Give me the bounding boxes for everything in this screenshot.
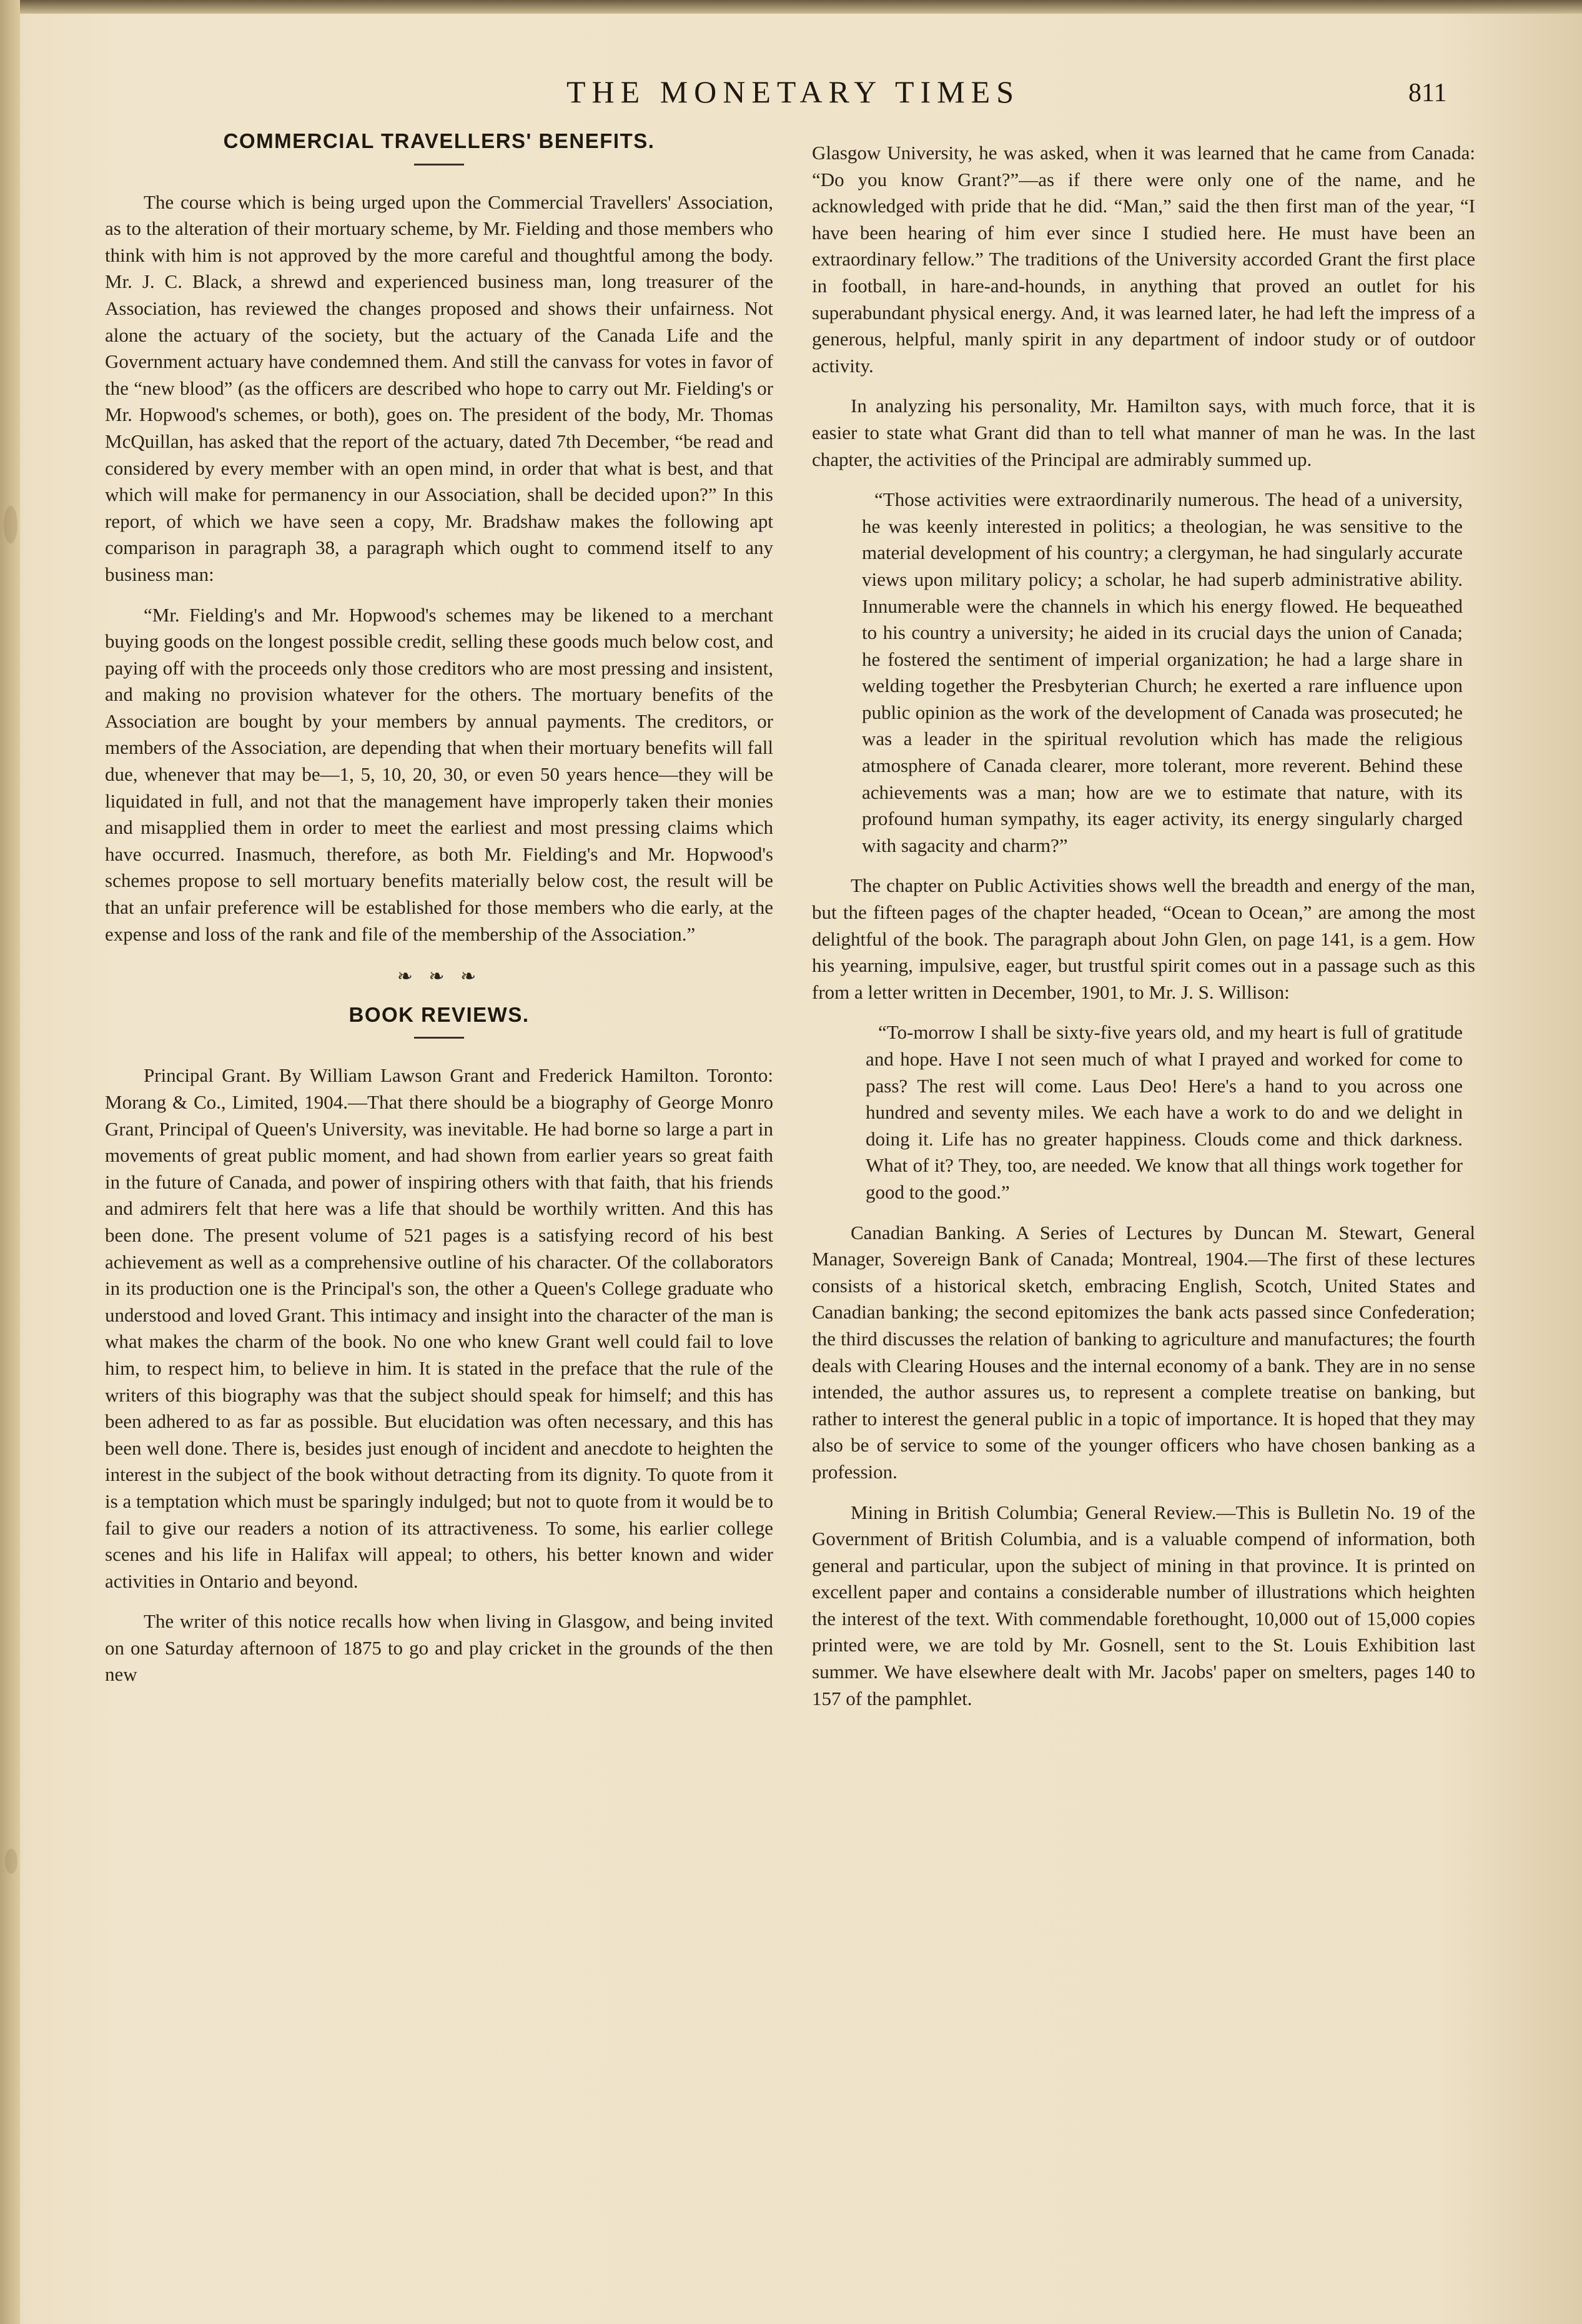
review-paragraph: The chapter on Public Activities shows well the breadth and energy of the man, but the fifteen pages of the chapter headed, “Ocean to Ocean,” are among the most delightful of the book. The paragraph about John Glen, on page 141, is a gem. How his yearning, impulsive, eager, but trustful spirit comes out in a passage such as this from a letter written in December, 1901, to Mr. J. S. Willison: [812,874,1475,1003]
page-top-edge [0,0,1582,14]
review-paragraph: Canadian Banking. A Series of Lectures by Duncan M. Stewart, General Manager, Sovereign Bank of Canada; Montreal, 1904.—The first of these lectures consists of a historical sketch, embracing English, Scotch, United States and Canadian banking; the second epitomizes the bank acts passed since Confederation; the third discusses the relation of banking to agriculture and manufactures; the fourth deals with Clearing Houses and the internal economy of a bank. They are in no sense intended, the author assures us, to represent a complete treatise on banking, but rather to interest the general public in a topic of importance. It is hoped that they may also be of service to some of the younger officers who have chosen banking as a profession. [812,1221,1475,1483]
left-column [105,128,773,1702]
section-ornament: ❧ ❧ ❧ [397,966,482,988]
section-heading-commercial-travellers: COMMERCIAL TRAVELLERS' BENEFITS. [223,129,655,152]
right-column [812,140,1475,1726]
running-title: THE MONETARY TIMES [566,74,1020,109]
page-number: 811 [1408,79,1447,107]
heading-rule [414,164,464,166]
paper-stain [5,1849,17,1874]
paper-stain [4,506,17,543]
review-paragraph-continued: Glasgow University, he was asked, when it was learned that he came from Canada: “Do you know Grant?”—as if there were only one of the name, and he acknowledged with pride that he did. “Man,” said the then first man of the year, “I have been hearing of him ever since I studied here. He must have been an extraordinary fellow.” The traditions of the University accorded Grant the first place in football, in hare-and-hounds, in anything that proved an outlet for his superabundant physical energy. And, it was learned later, he had left the impress of a generous, helpful, manly spirit in any department of indoor study or of outdoor activity. [812,142,1475,377]
block-quote: “To-morrow I shall be sixty-five years old, and my heart is full of gratitude and hope. Have I not seen much of what I prayed and worked for come to pass? The rest will come. Laus Deo! Here's a hand to you across one hundred and seventy miles. We each have a work to do and we delight in doing it. Life has no greater happiness. Clouds come and thick darkness. What of it? They, too, are needed. We know that all things work together for good to the good.” [866,1021,1463,1203]
section-heading-book-reviews: BOOK REVIEWS. [349,1002,530,1026]
block-quote: “Those activities were extraordinarily numerous. The head of a university, he was keenly interested in politics; a theologian, he was sensitive to the material development of his country; a clergyman, he had singularly accurate views upon military policy; a scholar, he had superb administrative ability. Innumerable were the channels in which his energy flowed. He bequeathed to his country a university; he aided in its crucial days the union of Canada; he fostered the sentiment of imperial organization; he had a large share in welding together the Presbyterian Church; he exerted a rare influence upon public opinion as the work of the development of Canada was prosecuted; he was a leader in the spiritual revolution which has made the religious atmosphere of Canada clearer, more tolerant, more reverent. Behind these achievements was a man; how are we to estimate that nature, with its profound human sympathy, its eager activity, its energy singularly charged with sagacity and charm?” [862,488,1463,856]
page-binding-edge [0,0,20,2324]
heading-rule [414,1037,464,1039]
review-paragraph: In analyzing his personality, Mr. Hamilton says, with much force, that it is easier to state what Grant did than to tell what manner of man he was. In the last chapter, the activities of the Principal are admirably summed up. [812,395,1475,470]
article-quote-paragraph: “Mr. Fielding's and Mr. Hopwood's schemes may be likened to a merchant buying goods on the longest possible credit, selling these goods much below cost, and paying off with the proceeds only those creditors who are most pressing and insistent, and making no provision whatever for the others. The mortuary benefits of the Association are bought by your members by annual payments. The creditors, or members of the Association, are depending that when their mortuary benefits will fall due, whenever that may be—1, 5, 10, 20, 30, or even 50 years hence—they will be liquidated in full, and not that the management have improperly taken their monies and misapplied them in order to meet the earliest and most pressing claims which have occurred. Inasmuch, therefore, as both Mr. Fielding's and Mr. Hopwood's schemes propose to sell mortuary benefits materially below cost, the result will be that an unfair preference will be established for those members who die early, at the expense and loss of the rank and file of the membership of the Association.” [105,603,773,945]
review-paragraph: The writer of this notice recalls how when living in Glasgow, and being invited on one Saturday afternoon of 1875 to go and play cricket in the grounds of the then new [105,1610,773,1686]
review-paragraph: Principal Grant. By William Lawson Grant and Frederick Hamilton. Toronto: Morang & Co., Limited, 1904.—That there should be a biography of George Monro Grant, Principal of Queen's University, was inevitable. He had borne so large a part in movements of great public moment, and had shown from earlier years so great faith in the future of Canada, and power of inspiring others with that faith, that his friends and admirers felt that here was a life that should be worthily written. And this has been done. The present volume of 521 pages is a satisfying record of his best achievement as well as a comprehensive outline of his character. Of the collaborators in its production one is the Principal's son, the other a Queen's College graduate who understood and loved Grant. This intimacy and insight into the character of the man is what makes the charm of the book. No one who knew Grant well could fail to love him, to respect him, to believe in him. It is stated in the preface that the rule of the writers of this biography was that the subject should speak for himself; and this has been adhered to as far as possible. But elucidation was often necessary, and this has been well done. There is, besides just enough of incident and anecdote to heighten the interest in the subject of the book without detracting from its dignity. To quote from it is a temptation which must be sparingly indulged; but not to quote from it would be to fail to give our readers a notion of its attractiveness. To some, his earlier college scenes and his life in Halifax will appeal; to others, his better known and wider activities in Ontario and beyond. [105,1064,773,1592]
article-paragraph: The course which is being urged upon the Commercial Travellers' Association, as to the alteration of their mortuary scheme, by Mr. Fielding and those members who think with him is not approved by the more careful and thoughtful among the body. Mr. J. C. Black, a shrewd and experienced business man, long treasurer of the Association, has reviewed the changes proposed and shows their unfairness. Not alone the actuary of the society, but the actuary of the Canada Life and the Government actuary have condemned them. And still the canvass for votes in favor of the “new blood” (as the officers are described who hope to carry out Mr. Fielding's or Mr. Hopwood's schemes, or both), goes on. The president of the body, Mr. Thomas McQuillan, has asked that the report of the actuary, dated 7th December, “be read and considered by every member with an open mind, in order that what is best, and that which will make for permanency in our Association, shall be decided upon?” In this report, of which we have seen a copy, Mr. Bradshaw makes the following apt comparison in paragraph 38, a paragraph which ought to commend itself to any business man: [105,190,773,585]
review-paragraph: Mining in British Columbia; General Review.—This is Bulletin No. 19 of the Government of British Columbia, and is a valuable compend of information, both general and particular, upon the subject of mining in that province. It is printed on excellent paper and contains a considerable number of illustrations which heighten the interest of the text. With commendable forethought, 10,000 out of 15,000 copies printed were, we are told by Mr. Gosnell, sent to the St. Louis Exhibition last summer. We have elsewhere dealt with Mr. Jacobs' paper on smelters, pages 140 to 157 of the pamphlet. [812,1501,1475,1709]
